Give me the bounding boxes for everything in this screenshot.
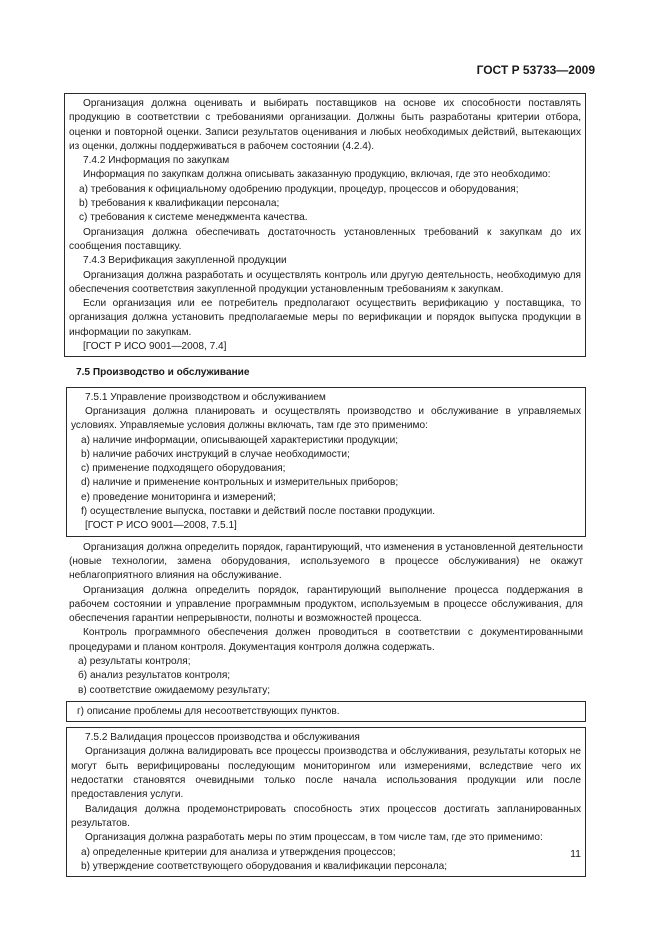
quoted-box-7-5-1 — [66, 387, 586, 537]
list-item: а) результаты контроля; — [78, 655, 191, 667]
page-content — [66, 93, 586, 877]
list-item: a) требования к официальному одобрению продукции, процедур, процессов и оборудования; — [79, 183, 519, 195]
paragraph: Информация по закупкам должна описывать заказанную продукцию, включая, где это необходимо: — [83, 169, 551, 181]
list-item: г) описание проблемы для несоответствующих пунктов. — [77, 705, 340, 717]
clause-heading-7-5-2: 7.5.2 Валидация процессов производства и обслуживания — [85, 732, 360, 744]
paragraph: Валидация должна продемонстрировать способность этих процессов достигать запланированных результатов. — [71, 803, 581, 829]
paragraph: Организация должна валидировать все процессы производства и обслуживания, результаты которых не могут быть верифицированы последующим мониторингом или измерениями, вследствие чего их недостатки становятся очевидными только после начала использования продукции или после предоставления услуги. — [71, 746, 581, 801]
paragraph: Контроль программного обеспечения должен проводиться в соответствии с документированными процедурами и планом контроля. Документация контроля должна содержать. — [69, 627, 583, 653]
list-item: в) соответствие ожидаемому результату; — [78, 684, 271, 696]
paragraph: Организация должна обеспечивать достаточность установленных требований к закупкам до их сообщения поставщику. — [69, 226, 581, 252]
list-item: a) наличие информации, описывающей характеристики продукции; — [81, 434, 399, 446]
paragraph: Организация должна разработать и осуществлять контроль или другую деятельность, необходимую для обеспечения соответствия закупленной продукции установленным требованиям к закупкам. — [69, 269, 581, 295]
list-item: б) анализ результатов контроля; — [78, 670, 231, 682]
clause-heading-7-5-1: 7.5.1 Управление производством и обслуживанием — [85, 391, 326, 403]
list-item: f) осуществление выпуска, поставки и действий после поставки продукции. — [81, 506, 436, 518]
paragraph: Организация должна планировать и осуществлять производство и обслуживание в управляемых условиях. Управляемые условия должны включать, там где это применимо: — [71, 405, 581, 432]
section-heading-7-5: 7.5 Производство и обслуживание — [76, 367, 250, 379]
clause-heading-7-4-2: 7.4.2 Информация по закупкам — [83, 155, 230, 167]
paragraph: Организация должна определить порядок, гарантирующий выполнение процесса поддержания в рабочем состоянии и управление программным продуктом, используемым в процессе обслуживания, для обеспечения гарантии непрерывности, полноты и возможностей процесса. — [69, 584, 583, 625]
list-item: a) определенные критерии для анализа и утверждения процессов; — [81, 846, 396, 858]
quoted-box-7-5-2 — [66, 727, 586, 877]
reference: [ГОСТ Р ИСО 9001—2008, 7.4] — [83, 341, 227, 353]
list-item: b) утверждение соответствующего оборудования и квалификации персонала; — [81, 860, 448, 872]
list-item: e) проведение мониторинга и измерений; — [81, 491, 276, 503]
list-item: c) требования к системе менеджмента качества. — [79, 212, 308, 224]
list-item: b) требования к квалификации персонала; — [79, 198, 280, 210]
clause-heading-7-4-3: 7.4.3 Верификация закупленной продукции — [83, 255, 287, 267]
list-item: d) наличие и применение контрольных и измерительных приборов; — [81, 477, 399, 489]
quoted-box-7-4 — [64, 93, 586, 357]
plain-text-block — [66, 541, 586, 698]
reference: [ГОСТ Р ИСО 9001—2008, 7.5.1] — [85, 520, 237, 532]
highlighted-item-box — [66, 701, 586, 722]
paragraph: Если организация или ее потребитель предполагают осуществить верификацию у поставщика, то организация должна установить предполагаемые меры по верификации и порядок выпуска продукции в информации по закупкам. — [69, 298, 581, 338]
paragraph: Организация должна определить порядок, гарантирующий, что изменения в установленной деятельности (новые технологии, замена оборудования, используемого в процессе обслуживания) не окажут неблагоприятного влияния на обслуживание. — [69, 541, 583, 582]
list-item: b) наличие рабочих инструкций в случае необходимости; — [81, 448, 350, 460]
document-id: ГОСТ Р 53733—2009 — [476, 63, 595, 77]
paragraph: Организация должна оценивать и выбирать поставщиков на основе их способности поставлять продукцию в соответствии с требованиями организации. Должны быть разработаны критерии отбора, оценки и повторной оценки. Записи результатов оценивания и любых необходимых действий, вытекающих из оценки, должны поддерживаться в рабочем состоянии (4.2.4). — [69, 98, 581, 152]
paragraph: Организация должна разработать меры по этим процессам, в том числе там, где это применимо: — [85, 832, 543, 844]
page-number: 11 — [570, 848, 581, 860]
list-item: c) применение подходящего оборудования; — [81, 463, 286, 475]
